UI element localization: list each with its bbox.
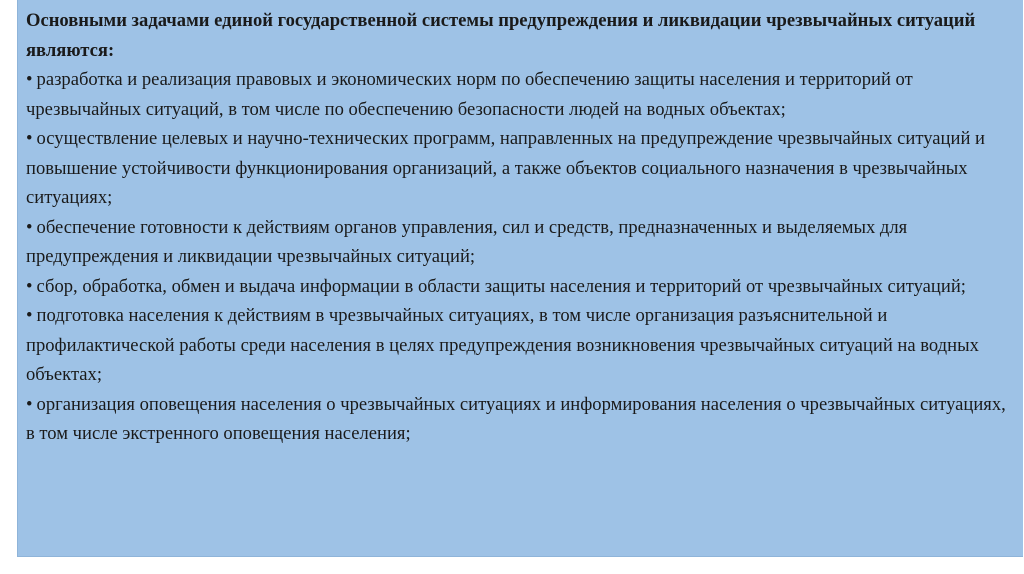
list-item-text: организация оповещения населения о чрезвычайных ситуациях и информирования населения о чрезвычайных ситуациях, в том числе экстренного оповещения населения; [26,393,1006,444]
list-item-text: подготовка населения к действиям в чрезвычайных ситуациях, в том числе организация разъяснительной и профилактической работы среди населения в целях предупреждения возникновения чрезвычайных ситуаций на водных объектах; [26,305,979,385]
list-item-text: сбор, обработка, обмен и выдача информации в области защиты населения и территорий от чрезвычайных ситуаций; [36,275,966,297]
bullet: • [26,275,33,297]
list-item [26,213,1012,272]
slide-heading: Основными задачами единой государственной системы предупреждения и ликвидации чрезвычайных ситуаций являются: [26,10,976,61]
list-item [26,65,1012,124]
bullet: • [26,305,33,326]
list-item [26,390,1012,449]
slide-text [26,6,1012,449]
list-item-text: обеспечение готовности к действиям органов управления, сил и средств, предназначенных и выделяемых для предупреждения и ликвидации чрезвычайных ситуаций; [26,216,908,267]
bullet: • [26,216,33,238]
list-item [26,124,1012,213]
list-item-text: разработка и реализация правовых и экономических норм по обеспечению защиты населения и территорий от чрезвычайных ситуаций, в том числе по обеспечению безопасности людей на водных объектах; [26,69,913,120]
list-item-text: осуществление целевых и научно-технических программ, направленных на предупреждение чрезвычайных ситуаций и повышение устойчивости функционирования организаций, а также объектов социального назначения в чрезвычайных ситуациях; [26,128,986,208]
list-item [26,301,1012,390]
bullet: • [26,69,33,90]
bullet: • [26,128,33,149]
bullet: • [26,393,33,415]
list-item [26,272,1012,302]
